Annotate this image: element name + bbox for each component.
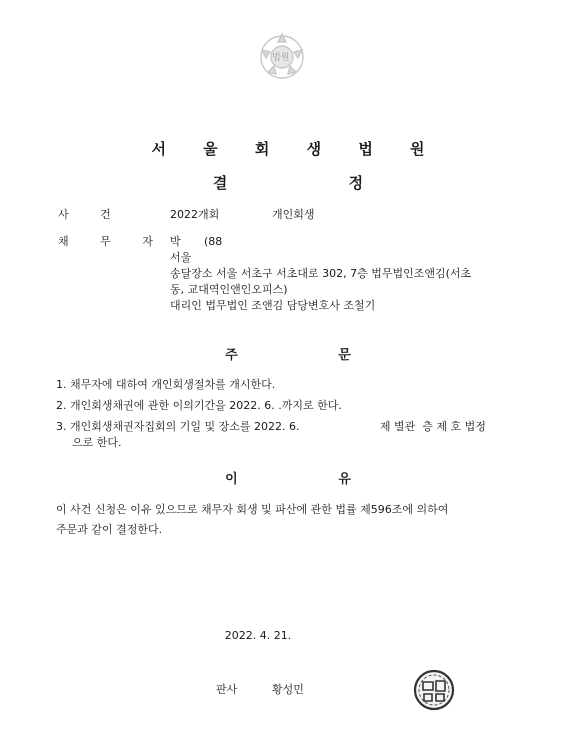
document-title: 결 정 <box>212 174 422 192</box>
emblem-label: 법원 <box>272 53 290 63</box>
case-type: 개인회생 <box>272 208 315 221</box>
reason-text-line1: 이 사건 신청은 이유 있으므로 채무자 회생 및 파산에 관한 법률 제596조에 의하여 <box>56 503 449 516</box>
judge-seal-icon <box>412 668 456 712</box>
judge-name: 황성민 <box>272 683 304 696</box>
court-name: 서 울 회 생 법 원 <box>151 140 441 158</box>
judge-title: 판사 <box>216 683 238 696</box>
service-address-line2: 동, 교대역인앤인오피스) <box>170 283 288 296</box>
reason-heading: 이 유 <box>225 472 399 487</box>
order-heading: 주 문 <box>225 348 399 363</box>
case-number: 2022개회 <box>170 208 220 221</box>
seal-label <box>429 683 437 694</box>
order-item: 3. 개인회생채권자집회의 기일 및 장소를 2022. 6. 제 별관 층 제 호 법정 <box>56 420 486 433</box>
debtor-address: 서울 <box>170 251 192 264</box>
service-address-line1: 송달장소 서울 서초구 서초대로 302, 7층 법무법인조앤김(서초 <box>170 267 472 280</box>
decision-date: 2022. 4. 21. <box>224 629 292 642</box>
order-item: 1. 채무자에 대하여 개인회생절차를 개시한다. <box>56 378 276 391</box>
debtor-label: 채 무 자 <box>58 235 167 248</box>
court-emblem-icon <box>256 30 308 82</box>
debtor-birth: (88 <box>204 235 223 248</box>
debtor-name: 박 <box>170 235 181 248</box>
agent: 대리인 법무법인 조앤김 담당변호사 조철기 <box>170 299 376 312</box>
reason-text-line2: 주문과 같이 결정한다. <box>56 523 163 536</box>
order-item: 2. 개인회생채권에 관한 이의기간을 2022. 6. .까지로 한다. <box>56 399 342 412</box>
case-label: 사 건 <box>58 208 125 221</box>
order-item-continuation: 으로 한다. <box>72 436 122 449</box>
